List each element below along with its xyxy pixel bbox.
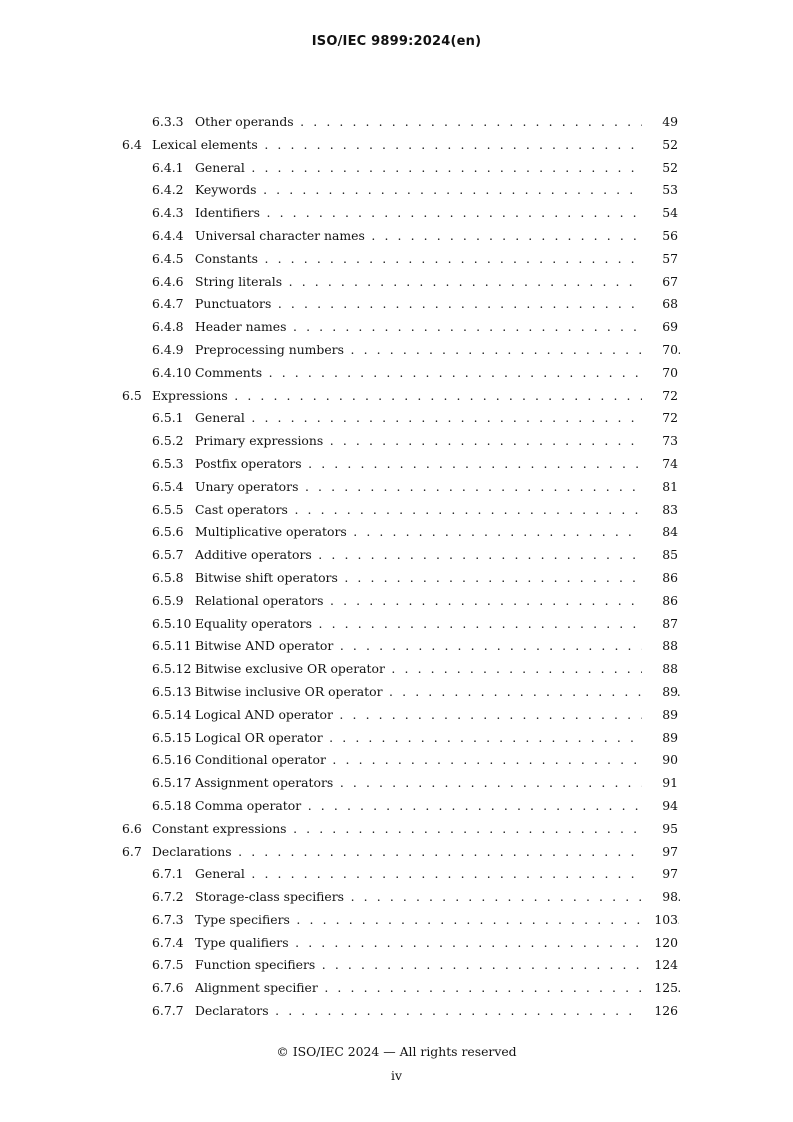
toc-entry-title[interactable]: Preprocessing numbers . . .	[195, 339, 680, 362]
toc-entry-number: 6.4.3	[152, 205, 184, 221]
toc-entry-title[interactable]: Keywords . . .	[195, 179, 680, 202]
toc-entry-title[interactable]: Declarators . . .	[195, 1000, 680, 1023]
toc-entry-number: 6.5.13	[152, 683, 192, 699]
toc-entry-page[interactable]: 72	[642, 385, 678, 408]
toc-entry-title[interactable]: Unary operators . . .	[195, 476, 680, 499]
toc-entry-number: 6.5.18	[152, 797, 192, 813]
toc-entry[interactable]	[0, 157, 793, 180]
toc-entry-page[interactable]: 97	[642, 841, 678, 864]
toc-entry-title[interactable]: Comma operator . . .	[195, 795, 680, 818]
toc-entry-title[interactable]: Declarations . . .	[152, 841, 680, 864]
toc-entry-title[interactable]: Conditional operator . . .	[195, 749, 680, 772]
toc-entry-title[interactable]: Logical OR operator . . .	[195, 727, 680, 750]
toc-entry-number: 6.4.1	[152, 159, 184, 175]
toc-entry-page[interactable]: 83	[642, 499, 678, 522]
toc-entry[interactable]	[0, 1000, 793, 1023]
toc-entry-number: 6.5.16	[152, 752, 192, 768]
toc-entry-title[interactable]: Primary expressions . . .	[195, 430, 680, 453]
page-header: ISO/IEC 9899:2024(en)	[311, 34, 482, 49]
toc-entry-number: 6.4.8	[152, 319, 184, 335]
toc-entry-title[interactable]: Constant expressions . . .	[152, 818, 680, 841]
toc-entry-page[interactable]: 86	[642, 590, 678, 613]
toc-entry[interactable]	[0, 590, 793, 613]
page-number: iv	[391, 1068, 402, 1083]
toc-entry-title[interactable]: General . . .	[195, 407, 680, 430]
toc-entry-page[interactable]: 68	[642, 293, 678, 316]
toc-entry[interactable]	[0, 863, 793, 886]
toc-entry[interactable]	[0, 385, 793, 408]
toc-entry-title[interactable]: General . . .	[195, 863, 680, 886]
toc-entry[interactable]	[0, 544, 793, 567]
toc-entry[interactable]	[0, 271, 793, 294]
toc-entry-number: 6.5.11	[152, 638, 192, 654]
toc-entry[interactable]	[0, 453, 793, 476]
toc-entry-title[interactable]: Identifiers . . .	[195, 202, 680, 225]
toc-entry[interactable]	[0, 977, 793, 1000]
toc-entry-page[interactable]: 53	[642, 179, 678, 202]
toc-entry-title[interactable]: Lexical elements . . .	[152, 134, 680, 157]
toc-entry[interactable]	[0, 772, 793, 795]
toc-entry-page[interactable]: 88	[642, 658, 678, 681]
toc-entry-number: 6.7.7	[152, 1003, 184, 1019]
toc-entry-page[interactable]: 70	[642, 339, 678, 362]
toc-entry-number: 6.3.3	[152, 114, 184, 129]
toc-entry[interactable]	[0, 179, 793, 202]
toc-entry-number: 6.4.4	[152, 227, 184, 243]
toc-entry[interactable]	[0, 111, 793, 134]
toc-entry[interactable]	[0, 134, 793, 157]
toc-entry[interactable]	[0, 886, 793, 909]
toc-entry[interactable]	[0, 635, 793, 658]
toc-entry-title[interactable]: Bitwise inclusive OR operator . . .	[195, 681, 680, 704]
toc-entry-number: 6.5	[122, 387, 142, 403]
toc-entry[interactable]	[0, 316, 793, 339]
toc-entry[interactable]	[0, 658, 793, 681]
toc-entry-title[interactable]: Postfix operators . . .	[195, 453, 680, 476]
toc-entry-page[interactable]: 56	[642, 225, 678, 248]
toc-entry-title[interactable]: Equality operators . . .	[195, 613, 680, 636]
toc-entry-page[interactable]: 89	[642, 704, 678, 727]
toc-entry-title[interactable]: String literals . . .	[195, 271, 680, 294]
toc-entry-number: 6.5.7	[152, 547, 184, 563]
toc-entry-page[interactable]: 57	[642, 248, 678, 271]
toc-entry[interactable]	[0, 909, 793, 932]
toc-entry-number: 6.5.1	[152, 410, 184, 426]
toc-entry-number: 6.5.12	[152, 661, 192, 677]
toc-entry-page[interactable]: 126	[642, 1000, 678, 1023]
toc-entry-title[interactable]: Punctuators . . .	[195, 293, 680, 316]
toc-entry-page[interactable]: 73	[642, 430, 678, 453]
toc-entry-title[interactable]: Bitwise exclusive OR operator . . .	[195, 658, 680, 681]
toc-entry-page[interactable]: 70	[642, 362, 678, 385]
toc-entry-page[interactable]: 124	[642, 954, 678, 977]
toc-entry-title[interactable]: Multiplicative operators . . .	[195, 521, 680, 544]
toc-entry-number: 6.4	[122, 136, 142, 152]
toc-entry-number: 6.5.4	[152, 478, 184, 494]
toc-entry-number: 6.5.17	[152, 775, 192, 791]
toc-entry-number: 6.5.6	[152, 524, 184, 540]
toc-entry-page[interactable]: 54	[642, 202, 678, 225]
toc-entry-title[interactable]: Storage-class specifiers . . .	[195, 886, 680, 909]
toc-entry-number: 6.6	[122, 820, 142, 836]
toc-entry-page[interactable]: 81	[642, 476, 678, 499]
toc-entry-number: 6.7.5	[152, 957, 184, 973]
toc-entry-number: 6.5.3	[152, 455, 184, 471]
toc-entry-title[interactable]: Function specifiers . . .	[195, 954, 680, 977]
toc-entry-number: 6.4.10	[152, 364, 192, 380]
toc-entry-page[interactable]: 74	[642, 453, 678, 476]
toc-entry[interactable]	[0, 727, 793, 750]
toc-entry-number: 6.5.9	[152, 592, 184, 608]
toc-entry-page[interactable]: 69	[642, 316, 678, 339]
toc-entry-number: 6.7.1	[152, 866, 184, 882]
toc-entry-title[interactable]: Cast operators . . .	[195, 499, 680, 522]
toc-entry-number: 6.7.6	[152, 980, 184, 996]
toc-entry-title[interactable]: Type qualifiers . . .	[195, 932, 680, 955]
toc-entry-page[interactable]: 98	[642, 886, 678, 909]
toc-entry-title[interactable]: Universal character names . . .	[195, 225, 680, 248]
toc-entry-title[interactable]: Alignment specifier . . .	[195, 977, 680, 1000]
toc-entry-page[interactable]: 85	[642, 544, 678, 567]
toc-entry-title[interactable]: Additive operators . . .	[195, 544, 680, 567]
toc-entry-page[interactable]: 97	[642, 863, 678, 886]
toc-entry-page[interactable]: 87	[642, 613, 678, 636]
toc-entry-page[interactable]: 120	[642, 932, 678, 955]
toc-entry[interactable]	[0, 841, 793, 864]
toc-entry[interactable]	[0, 818, 793, 841]
toc-entry-page[interactable]: 90	[642, 749, 678, 772]
toc-entry-number: 6.5.10	[152, 615, 192, 631]
toc-entry-page[interactable]: 49	[642, 111, 678, 134]
toc-entry-title[interactable]: Header names . . .	[195, 316, 680, 339]
toc-entry-number: 6.5.15	[152, 729, 192, 745]
toc-entry-title[interactable]: Assignment operators . . .	[195, 772, 680, 795]
toc-entry-page[interactable]: 88	[642, 635, 678, 658]
toc-entry-number: 6.5.5	[152, 501, 184, 517]
toc-entry[interactable]	[0, 407, 793, 430]
toc-entry[interactable]	[0, 362, 793, 385]
toc-entry[interactable]	[0, 681, 793, 704]
toc-entry-page[interactable]: 67	[642, 271, 678, 294]
table-of-contents	[0, 111, 793, 1023]
toc-entry[interactable]	[0, 795, 793, 818]
toc-entry[interactable]	[0, 521, 793, 544]
toc-entry-page[interactable]: 89	[642, 681, 678, 704]
toc-entry-number: 6.4.6	[152, 273, 184, 289]
toc-entry-number: 6.4.9	[152, 341, 184, 357]
toc-entry-page[interactable]: 125	[642, 977, 678, 1000]
toc-entry-page[interactable]: 94	[642, 795, 678, 818]
toc-entry[interactable]	[0, 476, 793, 499]
toc-entry-page[interactable]: 95	[642, 818, 678, 841]
toc-entry-page[interactable]: 84	[642, 521, 678, 544]
toc-entry-number: 6.4.7	[152, 296, 184, 312]
toc-entry-number: 6.5.8	[152, 569, 184, 585]
toc-entry[interactable]	[0, 613, 793, 636]
toc-entry[interactable]	[0, 954, 793, 977]
toc-entry-page[interactable]: 103	[642, 909, 678, 932]
toc-entry[interactable]	[0, 430, 793, 453]
toc-entry[interactable]	[0, 499, 793, 522]
toc-entry-number: 6.4.5	[152, 250, 184, 266]
toc-entry[interactable]	[0, 293, 793, 316]
toc-entry[interactable]	[0, 749, 793, 772]
toc-entry[interactable]	[0, 567, 793, 590]
toc-entry-title[interactable]: Other operands . . .	[195, 111, 680, 134]
toc-entry-title[interactable]: Expressions . . .	[152, 385, 680, 408]
toc-entry-page[interactable]: 52	[642, 134, 678, 157]
toc-entry-title[interactable]: General . . .	[195, 157, 680, 180]
toc-entry-page[interactable]: 91	[642, 772, 678, 795]
toc-entry-title[interactable]: Bitwise shift operators . . .	[195, 567, 680, 590]
toc-entry-number: 6.5.2	[152, 433, 184, 449]
toc-entry-title[interactable]: Logical AND operator . . .	[195, 704, 680, 727]
toc-entry-number: 6.5.14	[152, 706, 192, 722]
toc-entry[interactable]	[0, 704, 793, 727]
toc-entry-title[interactable]: Type specifiers . . .	[195, 909, 680, 932]
toc-entry-number: 6.7.2	[152, 889, 184, 905]
toc-entry-page[interactable]: 86	[642, 567, 678, 590]
toc-entry-number: 6.7	[122, 843, 142, 859]
toc-entry-page[interactable]: 72	[642, 407, 678, 430]
toc-entry[interactable]	[0, 202, 793, 225]
toc-entry-number: 6.7.4	[152, 934, 184, 950]
toc-entry-number: 6.7.3	[152, 911, 184, 927]
toc-entry-title[interactable]: Comments . . .	[195, 362, 680, 385]
copyright-footer: © ISO/IEC 2024 — All rights reserved	[276, 1044, 517, 1059]
toc-entry-number: 6.4.2	[152, 182, 184, 198]
toc-entry-title[interactable]: Constants . . .	[195, 248, 680, 271]
toc-entry-title[interactable]: Relational operators . . .	[195, 590, 680, 613]
toc-entry[interactable]	[0, 248, 793, 271]
toc-entry[interactable]	[0, 225, 793, 248]
toc-entry[interactable]	[0, 932, 793, 955]
toc-entry-title[interactable]: Bitwise AND operator . . .	[195, 635, 680, 658]
toc-entry-page[interactable]: 89	[642, 727, 678, 750]
toc-entry-page[interactable]: 52	[642, 157, 678, 180]
toc-entry[interactable]	[0, 339, 793, 362]
